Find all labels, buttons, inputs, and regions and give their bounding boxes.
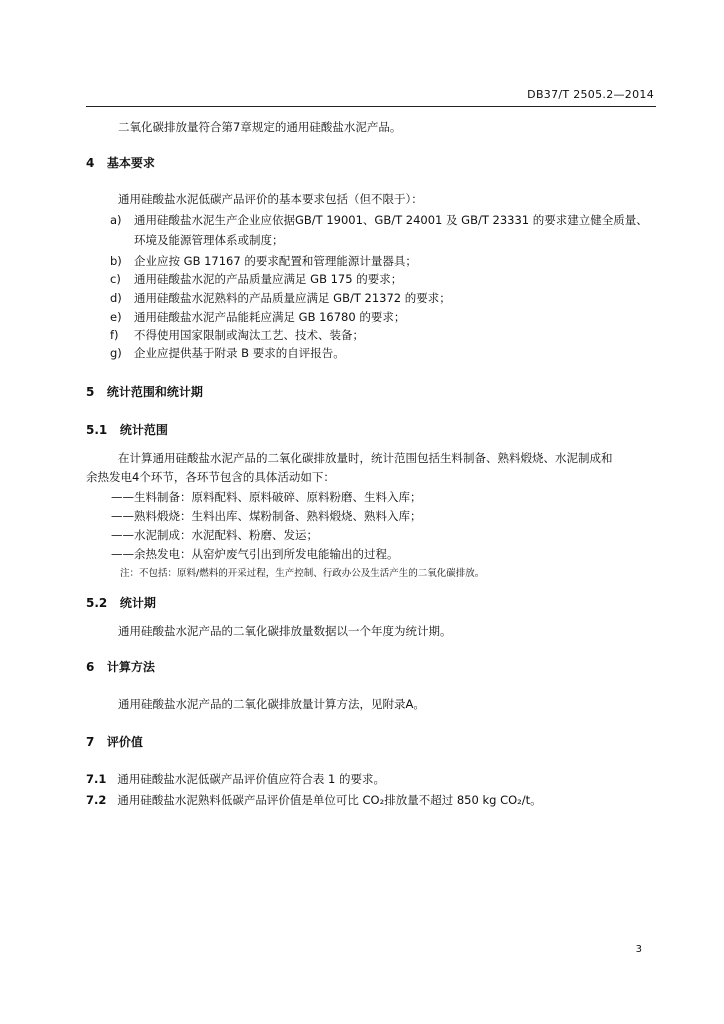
paragraph-line: 在计算通用硅酸盐水泥产品的二氧化碳排放量时，统计范围包括生料制备、熟料煅烧、水泥制成和 <box>118 451 613 465</box>
section-7-heading <box>86 735 143 749</box>
dash-item: ——生料制备：原料配料、原料破碎、原料粉磨、生料入库； <box>111 490 422 504</box>
list-text: 企业应按 GB 17167 的要求配置和管理能源计量器具； <box>134 254 417 268</box>
clause-text: 通用硅酸盐水泥熟料低碳产品评价值是单位可比 CO₂排放量不超过 850 kg CO₂/t。 <box>117 793 542 807</box>
standard-code: DB37/T 2505.2—2014 <box>527 88 654 101</box>
subsection-number: 5.2 <box>86 596 108 610</box>
note-text: 注：不包括：原料/燃料的开采过程，生产控制、行政办公及生活产生的二氧化碳排放。 <box>120 568 485 579</box>
header-rule <box>86 106 656 107</box>
section-number: 7 <box>86 735 95 749</box>
clause-text: 通用硅酸盐水泥低碳产品评价值应符合表 1 的要求。 <box>117 772 385 786</box>
subsection-5-1-heading <box>86 423 168 437</box>
section-title: 统计范围和统计期 <box>106 385 203 399</box>
list-text: 通用硅酸盐水泥产品能耗应满足 GB 16780 的要求； <box>134 310 406 324</box>
section-title: 计算方法 <box>106 660 155 674</box>
list-text: 企业应提供基于附录 B 要求的自评报告。 <box>134 346 345 360</box>
paragraph: 通用硅酸盐水泥产品的二氧化碳排放量计算方法，见附录A。 <box>118 697 425 711</box>
dash-item: ——余热发电：从窑炉废气引出到所发电能输出的过程。 <box>111 547 399 561</box>
subsection-number: 5.1 <box>86 423 108 437</box>
list-text: 通用硅酸盐水泥生产企业应依据GB/T 19001、GB/T 24001 及 GB/T 23331 的要求建立健全质量、 <box>134 213 648 227</box>
list-text: 通用硅酸盐水泥熟料的产品质量应满足 GB/T 21372 的要求； <box>134 291 451 305</box>
paragraph-line: 余热发电4个环节，各环节包含的具体活动如下： <box>86 470 335 484</box>
dash-item: ——熟料煅烧：生料出库、煤粉制备、熟料煅烧、熟料入库； <box>111 509 422 523</box>
list-item <box>110 291 451 305</box>
list-marker: b) <box>110 254 122 268</box>
subsection-title: 统计范围 <box>119 423 168 437</box>
list-marker: e) <box>110 310 122 324</box>
section-6-heading <box>86 660 155 674</box>
section-number: 5 <box>86 385 95 399</box>
clause-number: 7.2 <box>86 793 107 807</box>
list-marker: g) <box>110 346 122 360</box>
list-text: 通用硅酸盐水泥的产品质量应满足 GB 175 的要求； <box>134 272 403 286</box>
list-marker: c) <box>110 272 121 286</box>
continuation-text: 二氧化碳排放量符合第7章规定的通用硅酸盐水泥产品。 <box>118 120 402 134</box>
list-marker: f) <box>110 328 119 342</box>
section-title: 基本要求 <box>106 156 155 170</box>
section-number: 4 <box>86 156 95 170</box>
list-marker: d) <box>110 291 122 305</box>
list-item <box>110 310 405 324</box>
list-item <box>110 254 417 268</box>
subsection-title: 统计期 <box>119 596 156 610</box>
section-5-heading <box>86 385 203 399</box>
list-marker: a) <box>110 213 122 227</box>
section-4-intro: 通用硅酸盐水泥低碳产品评价的基本要求包括（但不限于）： <box>118 192 423 206</box>
page-number: 3 <box>635 944 642 955</box>
section-title: 评价值 <box>106 735 143 749</box>
subsection-5-2-heading <box>86 596 156 610</box>
list-item <box>110 328 364 342</box>
list-item <box>110 213 648 227</box>
section-4-heading <box>86 156 155 170</box>
clause-7-2 <box>86 793 542 807</box>
clause-number: 7.1 <box>86 772 107 786</box>
list-text: 不得使用国家限制或淘汰工艺、技术、装备； <box>134 328 364 342</box>
list-item <box>110 272 402 286</box>
paragraph: 通用硅酸盐水泥产品的二氧化碳排放量数据以一个年度为统计期。 <box>118 624 452 638</box>
list-item-continuation: 环境及能源管理体系或制度； <box>134 233 284 247</box>
clause-7-1 <box>86 772 385 786</box>
dash-item: ——水泥制成：水泥配料、粉磨、发运； <box>111 528 318 542</box>
list-item <box>110 346 345 360</box>
section-number: 6 <box>86 660 95 674</box>
